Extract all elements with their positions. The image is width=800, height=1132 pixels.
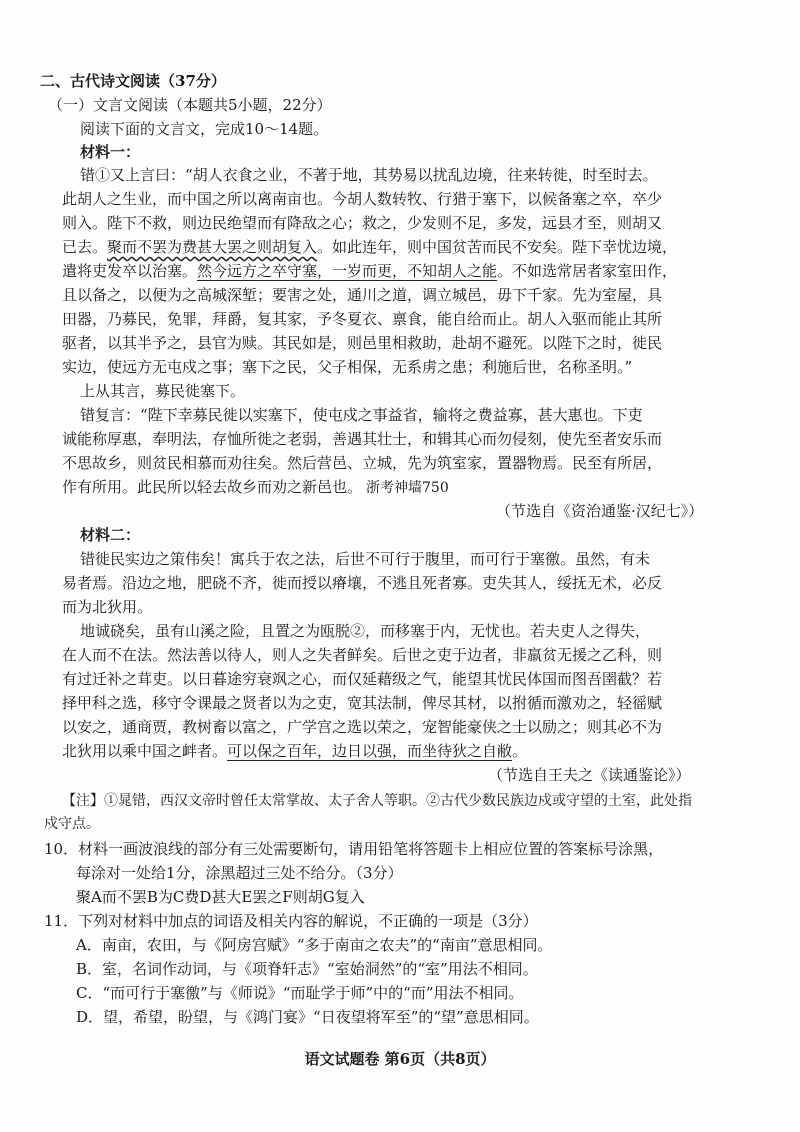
question-11-option-b: B．室，名词作动词，与《项脊轩志》“室始洞然”的“室”用法不相同。	[76, 960, 538, 978]
line-suffix: 。	[512, 742, 528, 760]
question-10-rule: 每涂对一处给1分，涂黑超过三处不给分。（3分）	[76, 864, 403, 882]
material1-line: 此胡人之生业，而中国之所以离南亩也。今胡人数转牧、行猎于塞下，以候备塞之卒，卒少	[62, 190, 663, 208]
question-10-options: 聚A而不罢B为C费D甚大E罢之F则胡G复入	[76, 888, 365, 906]
material2-line: 择甲科之选，移守令课最之贤者以为之吏，宽其法制，俾尽其材，以拊循而激劝之，轻徭赋	[62, 694, 663, 712]
material2-line-underlined	[62, 740, 527, 762]
question-10-stem: 10．材料一画波浪线的部分有三处需要断句，请用铅笔将答题卡上相应位置的答案标号涂黑，	[44, 840, 664, 858]
instruction: 阅读下面的文言文，完成10～14题。	[80, 120, 329, 138]
material2-line: 错徙民实边之策伟矣！寓兵于农之法，后世不可行于腹里，而可行于塞徼。虽然，有未	[80, 550, 651, 568]
material1-source: （节选自《资治通鉴·汉纪七》）	[496, 502, 704, 520]
section-subtitle: （一）文言文阅读（本题共5小题，22分）	[48, 96, 332, 114]
watermark-stamp: 浙考神墙750	[366, 480, 449, 496]
line-suffix: 。如此连年，则中国贫苦而民不安矣。陛下幸忧边境，	[317, 238, 678, 256]
speech-text: 作有所用。此民所以轻去故乡而劝之新邑也。	[62, 478, 363, 496]
underlined-text: 可以保之百年，边日以强，而坐待狄之自敝	[227, 742, 513, 760]
material1-label: 材料一：	[80, 143, 141, 161]
question-11-option-c: C．“而可行于塞徼”与《师说》“而耻学于师”中的“而”用法不相同。	[76, 984, 524, 1002]
material2-line: 在人而不在法。然法善以待人，则人之失者鲜矣。后世之吏于边者，非羸贫无援之乙科，则	[62, 646, 663, 664]
material2-label: 材料二：	[80, 526, 141, 544]
material1-line: 且以备之，以便为之高城深堑；要害之处，通川之道，调立城邑，毋下千家。先为室屋，具	[62, 286, 663, 304]
material2-line: 地诚硗矣，虽有山溪之险，且置之为瓯脱②，而移塞于内，无忧也。若夫吏人之得失，	[80, 622, 651, 640]
question-11-option-d: D．望，希望，盼望，与《鸿门宴》“日夜望将军至”的“望”意思相同。	[76, 1008, 539, 1026]
section-title: 二、古代诗文阅读（37分）	[40, 72, 226, 90]
line-suffix: 。不如选常居者家室田作，	[497, 262, 678, 280]
material1-speech-line: 不思故乡，则贫民相慕而劝往矣。然后营邑、立城，先为筑室家，置器物焉。民至有所居，	[62, 454, 663, 472]
material1-follow: 上从其言，募民徙塞下。	[80, 382, 246, 400]
material1-line: 实边，使远方无屯戍之事；塞下之民，父子相保，无系虏之患；利施后世，名称圣明。”	[62, 358, 633, 376]
material2-line: 易者焉。沿边之地，肥硗不齐，徙而授以瘠壤，不逃且死者寡。吏失其人，绥抚无术，必反	[62, 574, 663, 592]
line-prefix: 已去。	[62, 238, 108, 256]
material1-speech-line	[62, 476, 449, 499]
material1-line: 驱者，以其半予之，县官为赎。其民如是，则邑里相救助，赴胡不避死。以陛下之时，徙民	[62, 334, 663, 352]
wavy-underlined-text: 聚而不罢为费甚大罢之则胡复入	[107, 238, 318, 256]
line-prefix: 遣将吏发卒以治塞。	[62, 262, 198, 280]
material1-speech-line: 错复言：“陛下幸募民徙以实塞下，使屯戍之事益省，输将之费益寡，甚大惠也。下吏	[80, 406, 643, 424]
material1-line: 田器，乃募民，免罪，拜爵，复其家，予冬夏衣、禀食，能自给而止。胡人入驱而能止其所	[62, 310, 663, 328]
material1-line-underlined	[62, 260, 677, 282]
note-line: 戍守点。	[44, 816, 100, 832]
material2-source: （节选自王夫之《读通鉴论》）	[488, 766, 691, 784]
material2-line: 有过迁补之茸吏。以日暮途穷衰飒之心，而仅延藉级之气，能望其忧民体国而图吾圉截？若	[62, 670, 663, 688]
underlined-text: 然今远方之卒守塞，一岁而更，不知胡人之能	[197, 262, 498, 280]
material1-line: 错①又上言曰：“胡人衣食之业，不著于地，其势易以扰乱边境，往来转徙，时至时去。	[80, 166, 658, 184]
question-11-stem: 11．下列对材料中加点的词语及相关内容的解说，不正确的一项是（3分）	[44, 912, 538, 930]
page-footer: 语文试题卷 第6页（共8页）	[304, 1050, 496, 1068]
material2-line: 而为北狄用。	[62, 598, 153, 616]
note-line: 【注】①晁错，西汉文帝时曾任太常掌故、太子舍人等职。②古代少数民族边戍或守望的土室，此处指	[62, 793, 692, 809]
material2-line: 以安之，通商贾，教树畜以富之，广学宫之选以荣之，宠智能豪侠之士以励之；则其必不为	[62, 718, 663, 736]
line-prefix: 北狄用以乘中国之衅者。	[62, 742, 228, 760]
material1-speech-line: 诚能称厚惠，奉明法，存恤所徙之老弱，善遇其壮士，和辑其心而勿侵刻，使先至者安乐而	[62, 430, 663, 448]
material1-line: 则入。陛下不救，则边民绝望而有降敌之心；救之，少发则不足，多发，远县才至，则胡又	[62, 214, 663, 232]
material1-line-wavy	[62, 236, 677, 258]
question-11-option-a: A．南亩，农田，与《阿房宫赋》“多于南亩之农夫”的“南亩”意思相同。	[76, 936, 553, 954]
